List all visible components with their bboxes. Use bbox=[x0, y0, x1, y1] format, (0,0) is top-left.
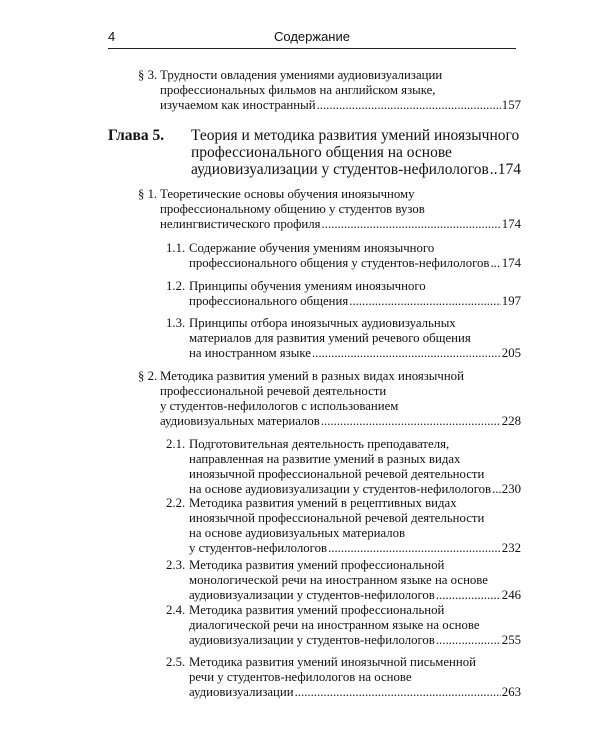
toc-entry-line: изучаемом как иностранный bbox=[160, 98, 316, 112]
toc-entry-line: Теория и методика развития умений иноязычного bbox=[191, 127, 520, 144]
toc-entry-line: профессионального общения у студентов-нефилологов bbox=[189, 256, 490, 270]
toc-entry-line: Методика развития умений в рецептивных видах bbox=[189, 496, 457, 510]
toc-entry-line: Принципы обучения умениям иноязычного bbox=[189, 279, 426, 293]
toc-entry-line: на основе аудиовизуальных материалов bbox=[189, 526, 406, 540]
toc-entry-number: § 1. bbox=[138, 187, 158, 201]
toc-entry-line: аудиовизуализации bbox=[189, 685, 294, 699]
dot-leader bbox=[436, 633, 501, 648]
toc-entry-line: Принципы отбора иноязычных аудиовизуальных bbox=[189, 316, 456, 330]
toc-entry-line: Трудности овладения умениями аудиовизуализации bbox=[160, 68, 443, 82]
toc-entry-number: 2.1. bbox=[166, 437, 186, 451]
toc-entry-line: на иностранном языке bbox=[189, 346, 311, 360]
toc-page-number: 174 bbox=[497, 161, 521, 178]
toc-entry-line: Теоретические основы обучения иноязычному bbox=[160, 187, 415, 201]
dot-leader bbox=[321, 414, 501, 429]
toc-entry-title bbox=[189, 241, 521, 271]
toc-entry-title bbox=[191, 127, 521, 178]
toc-entry-line: профессиональной речевой деятельности bbox=[160, 384, 387, 398]
toc-entry-line: профессионального общения на основе bbox=[191, 144, 452, 161]
toc-entry-line: материалов для развития умений речевого общения bbox=[189, 331, 471, 345]
toc-entry-title bbox=[189, 316, 521, 361]
toc-entry-line: Методика развития умений профессиональной bbox=[189, 603, 445, 617]
dot-leader bbox=[328, 541, 501, 556]
dot-leader bbox=[295, 685, 501, 700]
toc-entry-line: монологической речи на иностранном языке на основе bbox=[189, 573, 488, 587]
page-number: 4 bbox=[108, 29, 116, 44]
toc-page-number: 263 bbox=[501, 685, 521, 699]
toc-entry-title bbox=[160, 187, 521, 232]
toc-entry-title bbox=[189, 558, 521, 603]
toc-entry-line: Методика развития умений профессиональной bbox=[189, 558, 445, 572]
toc-entry-line: Методика развития умений иноязычной письменной bbox=[189, 655, 476, 669]
toc-entry-line: профессиональному общению у студентов вузов bbox=[160, 202, 425, 216]
toc-entry-number: 1.1. bbox=[166, 241, 186, 255]
toc-entry-line: аудиовизуализации у студентов-нефилологов bbox=[189, 633, 435, 647]
toc-entry-line: аудиовизуальных материалов bbox=[160, 414, 320, 428]
toc-entry-line: аудиовизуализации у студентов-нефилологов bbox=[191, 161, 489, 178]
toc-entry-number: 2.4. bbox=[166, 603, 186, 617]
toc-entry-title bbox=[189, 655, 521, 700]
dot-leader bbox=[490, 256, 500, 271]
toc-entry-title bbox=[189, 603, 521, 648]
dot-leader bbox=[436, 588, 501, 603]
toc-entry-line: Подготовительная деятельность преподавателя, bbox=[189, 437, 450, 451]
dot-leader bbox=[490, 161, 497, 178]
toc-entry-line: у студентов-нефилологов bbox=[189, 541, 328, 555]
toc-entry-line: у студентов-нефилологов с использованием bbox=[160, 399, 399, 413]
toc-entry-number: 2.3. bbox=[166, 558, 186, 572]
toc-entry-line: нелингвистического профиля bbox=[160, 217, 321, 231]
dot-leader bbox=[322, 217, 501, 232]
toc-entry-line: на основе аудиовизуализации у студентов-нефилологов bbox=[189, 482, 492, 496]
toc-entry-title bbox=[160, 369, 521, 429]
toc-entry-line: диалогической речи на иностранном языке на основе bbox=[189, 618, 480, 632]
toc-entry-number: 2.2. bbox=[166, 496, 186, 510]
dot-leader bbox=[312, 346, 501, 361]
toc-page-number: 246 bbox=[501, 588, 521, 602]
toc-entry-title bbox=[189, 437, 521, 497]
toc-entry-line: направленная на развитие умений в разных видах bbox=[189, 452, 461, 466]
toc-page-number: 205 bbox=[501, 346, 521, 360]
toc-page-number: 174 bbox=[501, 217, 521, 231]
toc-entry-line: Содержание обучения умениям иноязычного bbox=[189, 241, 435, 255]
dot-leader bbox=[349, 294, 501, 309]
toc-entry-title bbox=[160, 68, 521, 113]
toc-entry-number: 1.2. bbox=[166, 279, 186, 293]
toc-page-number: 228 bbox=[501, 414, 521, 428]
toc-page-number: 230 bbox=[501, 482, 521, 496]
toc-entry-line: аудиовизуализации у студентов-нефилологов bbox=[189, 588, 435, 602]
toc-entry-line: речи у студентов-нефилологов на основе bbox=[189, 670, 412, 684]
toc-entry-number: § 3. bbox=[138, 68, 158, 82]
toc-entry-line: иноязычной профессиональной речевой деятельности bbox=[189, 511, 485, 525]
toc-entry-number: 1.3. bbox=[166, 316, 186, 330]
toc-page-number: 174 bbox=[501, 256, 521, 270]
header-title: Содержание bbox=[274, 29, 350, 44]
toc-page-number: 232 bbox=[501, 541, 521, 555]
dot-leader bbox=[317, 98, 501, 113]
toc-entry-line: профессионального общения bbox=[189, 294, 349, 308]
toc-entry-line: профессиональных фильмов на английском языке, bbox=[160, 83, 436, 97]
toc-entry-number: Глава 5. bbox=[108, 127, 165, 144]
toc-entry-line: иноязычной профессиональной речевой деятельности bbox=[189, 467, 485, 481]
toc-page-number: 157 bbox=[501, 98, 521, 112]
toc-entry-title bbox=[189, 279, 521, 309]
toc-entry-number: § 2. bbox=[138, 369, 158, 383]
toc-page-number: 197 bbox=[501, 294, 521, 308]
running-header bbox=[108, 26, 516, 49]
toc-entry-number: 2.5. bbox=[166, 655, 186, 669]
toc-page-number: 255 bbox=[501, 633, 521, 647]
toc-entry-title bbox=[189, 496, 521, 556]
dot-leader bbox=[492, 482, 501, 497]
toc-entry-line: Методика развития умений в разных видах иноязычной bbox=[160, 369, 464, 383]
